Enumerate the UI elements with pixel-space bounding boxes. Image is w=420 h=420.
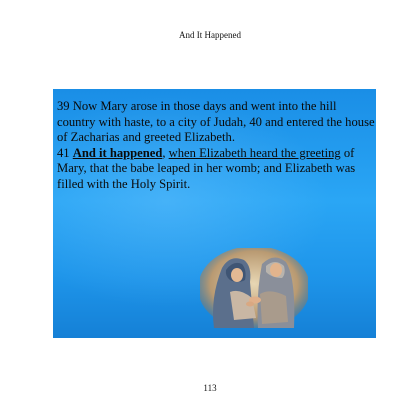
verse-41-rest: of Mary, that the babe leaped in her womb; and Elizabeth was filled with the Holy Spirit. (57, 145, 356, 191)
verse-41-number: 41 (57, 145, 73, 160)
page-number: 113 (203, 383, 217, 393)
verse-41-highlight: And it happened (72, 145, 163, 160)
visitation-painting (200, 248, 308, 328)
scripture-text (57, 99, 375, 193)
verse-41-underlined: when Elizabeth heard the greeting (168, 145, 341, 160)
verse-39-40: 39 Now Mary arose in those days and went into the hill country with haste, to a city of Judah, 40 and entered the house of Zacharias and greeted Elizabeth. (57, 99, 375, 145)
scripture-slide (53, 89, 376, 338)
verse-41 (57, 146, 375, 193)
visitation-illustration (200, 248, 308, 328)
verse-41-comma: , (162, 145, 169, 160)
page-header-title: And It Happened (179, 30, 241, 40)
